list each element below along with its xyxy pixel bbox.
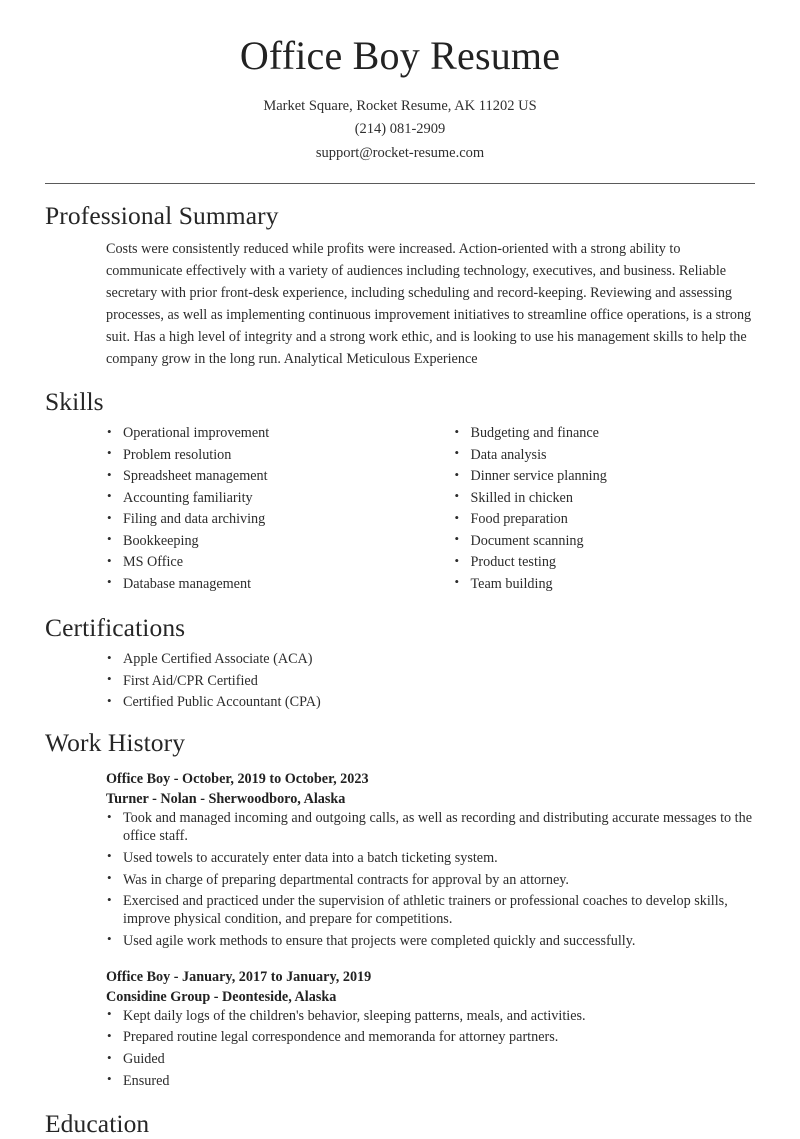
section-education [0,1108,800,1139]
list-item: • Operational improvement [106,424,431,442]
contact-address: Market Square, Rocket Resume, AK 11202 US [263,97,537,114]
certifications-list [106,650,755,711]
skills-list-left [106,424,431,593]
list-item: • Skilled in chicken [454,489,756,507]
list-item: • Document scanning [454,532,756,550]
work-history-entry [45,769,755,950]
section-heading-skills: Skills [45,387,104,417]
list-item: • Accounting familiarity [106,489,431,507]
list-item: • Took and managed incoming and outgoing calls, as well as recording and distributing accurate messages to the office staff. [106,809,755,845]
list-item: • Spreadsheet management [106,467,431,485]
section-heading-summary: Professional Summary [45,201,279,231]
section-skills [0,386,800,596]
list-item: • Product testing [454,553,756,571]
section-heading-work-history: Work History [45,728,186,758]
list-item: • Ensured [106,1072,755,1090]
section-certifications [0,612,800,711]
section-heading-certifications: Certifications [45,613,186,643]
summary-body [45,238,755,370]
job-title-line: Office Boy - October, 2019 to October, 2023 [106,771,369,788]
list-item: • First Aid/CPR Certified [106,672,755,690]
job-bullets [106,809,755,949]
job-company-line: Considine Group - Deonteside, Alaska [106,988,337,1005]
job-company-line: Turner - Nolan - Sherwoodboro, Alaska [106,791,346,808]
summary-text: Costs were consistently reduced while profits were increased. Action-oriented with a strong ability to communicate effectively with a variety of audiences including technology, executives, and business. Reliable secretary with prior front-desk experience, including scheduling and record-keeping. Reviewing and assessing processes, as well as implementing continuous improvement initiatives to streamline office operations, is a strong suit. Has a high level of integrity and a strong work ethic, and is looking to use his management skills to help the company grow in the long run. Analytical Meticulous Experience [106,241,752,368]
skills-column-left [106,424,431,596]
contact-email: support@rocket-resume.com [315,144,485,161]
list-item: • Data analysis [454,446,756,464]
skills-list-right [454,424,756,593]
page-title: Office Boy Resume [239,33,561,78]
resume-header [0,0,800,165]
list-item: • Exercised and practiced under the supervision of athletic trainers or professional coaches to develop skills, improve physical condition, and prepare for competitions. [106,892,755,928]
skills-columns [45,424,755,596]
list-item: • Certified Public Accountant (CPA) [106,693,755,711]
list-item: • Database management [106,575,431,593]
section-heading-education: Education [45,1108,150,1138]
list-item: • MS Office [106,553,431,571]
work-history-entry [45,967,755,1090]
list-item: • Apple Certified Associate (ACA) [106,650,755,668]
list-item: • Was in charge of preparing departmental contracts for approval by an attorney. [106,871,755,889]
section-work-history [0,727,800,1089]
job-bullets [106,1007,755,1090]
skills-column-right [431,424,756,596]
list-item: • Used towels to accurately enter data into a batch ticketing system. [106,849,755,867]
list-item: • Dinner service planning [454,467,756,485]
list-item: • Bookkeeping [106,532,431,550]
list-item: • Budgeting and finance [454,424,756,442]
list-item: • Filing and data archiving [106,510,431,528]
header-divider [45,183,755,184]
list-item: • Team building [454,575,756,593]
section-professional-summary [0,200,800,370]
list-item: • Used agile work methods to ensure that projects were completed quickly and successfully. [106,932,755,950]
list-item: • Problem resolution [106,446,431,464]
list-item: • Kept daily logs of the children's behavior, sleeping patterns, meals, and activities. [106,1007,755,1025]
job-title-line: Office Boy - January, 2017 to January, 2019 [106,968,372,985]
list-item: • Prepared routine legal correspondence and memoranda for attorney partners. [106,1028,755,1046]
contact-phone: (214) 081-2909 [354,121,446,138]
list-item: • Food preparation [454,510,756,528]
certifications-body [45,650,755,711]
list-item: • Guided [106,1050,755,1068]
